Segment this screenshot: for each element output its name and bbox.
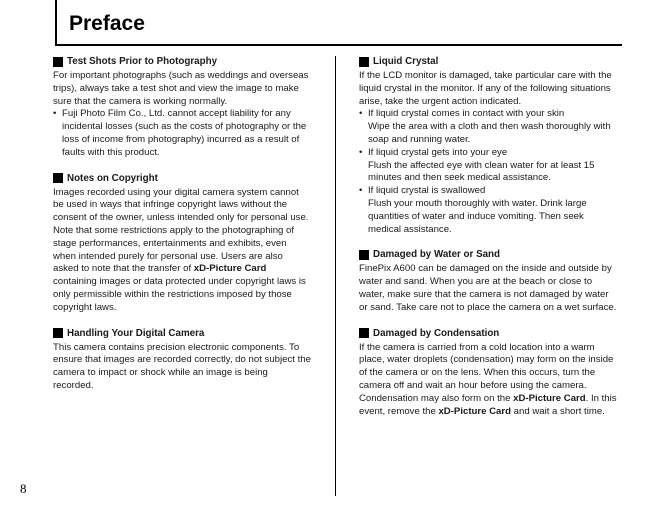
heading-text: Liquid Crystal (373, 56, 439, 67)
section-water-sand (359, 248, 617, 314)
body-text: and wait a short time. (510, 405, 605, 417)
bullet-item (359, 108, 617, 146)
section-handling (53, 327, 311, 393)
heading-text: Handling Your Digital Camera (67, 327, 205, 339)
section-liquid-crystal (359, 55, 617, 236)
bullet-list (53, 108, 311, 159)
square-bullet-icon (53, 57, 63, 67)
bullet-action: Flush the affected eye with clean water for at least 15 minutes and then seek medical assistance. (368, 159, 595, 184)
square-bullet-icon (359, 328, 369, 338)
bullet-action: Flush your mouth thoroughly with water. Drink large quantities of water and induce vomiting. Then seek medical assistance. (368, 197, 587, 235)
left-column (53, 55, 311, 405)
body-text: If the camera is carried from a cold location into a warm place, water droplets (condensation) may form on the inside of the camera or on the lens. When this occurs, turn the camera off and wait an hour before using the camera. Condensation may also form on the (359, 341, 614, 404)
bullet-condition: • If liquid crystal comes in contact with your skin (368, 108, 565, 120)
page-number: 8 (20, 481, 27, 496)
right-column (359, 55, 617, 430)
body-bold-term: xD-Picture Card (193, 263, 267, 275)
body-bold-term: xD-Picture Card (513, 392, 586, 404)
section-heading (53, 55, 311, 68)
bullet-action: Wipe the area with a cloth and then wash thoroughly with soap and running water. (368, 121, 611, 145)
heading-text: Test Shots Prior to Photography (67, 56, 218, 67)
body-bold-term: xD-Picture Card (438, 405, 511, 417)
column-divider (335, 56, 336, 496)
section-test-shots (53, 55, 311, 160)
section-body (53, 187, 311, 315)
page-title: Preface (69, 12, 145, 35)
heading-text: Damaged by Condensation (373, 327, 500, 339)
heading-text: Damaged by Water or Sand (373, 249, 501, 261)
section-body: FinePix A600 can be damaged on the inside and outside by water and sand. When you are at the beach or close to water, make sure that the camera is not damaged by water or sand. Take care not to place the camera on a wet surface. (359, 263, 617, 313)
bullet-condition: • If liquid crystal gets into your eye (368, 146, 508, 158)
square-bullet-icon (359, 250, 369, 260)
square-bullet-icon (53, 328, 63, 338)
square-bullet-icon (359, 57, 369, 67)
section-heading (359, 327, 617, 340)
body-text: Images recorded using your digital camera system cannot be used in ways that infringe copyright laws without the consent of the owner, unless intended only for personal use. Note that some restrictions apply to the photographing of stage performances, entertainments and exhibits, even when intended purely for personal use. Users are also asked to note that the transfer of (53, 186, 309, 275)
body-text: . In this event, remove the (359, 392, 617, 417)
bullet-item: • Fuji Photo Film Co., Ltd. cannot accept liability for any incidental losses (such as the costs of photography or the loss of income from photography) incurred as a result of faults with this product. (53, 108, 311, 159)
bullet-item (359, 185, 617, 236)
square-bullet-icon (53, 173, 63, 183)
section-copyright (53, 172, 311, 315)
body-text: containing images or data protected under copyright laws is only permissible within the restrictions imposed by those copyright laws. (53, 276, 306, 313)
title-bar (55, 0, 622, 46)
bullet-condition: • If liquid crystal is swallowed (368, 185, 486, 197)
bullet-list (359, 108, 617, 236)
section-heading (53, 327, 311, 340)
section-body (359, 342, 617, 419)
section-body: For important photographs (such as weddings and overseas trips), always take a test shot and view the image to make sure that the camera is working normally. (53, 70, 309, 107)
section-heading (359, 248, 617, 261)
section-body: This camera contains precision electronic components. To ensure that images are recorded correctly, do not subject the camera to impact or shock while an image is being recorded. (53, 341, 311, 391)
section-condensation (359, 327, 617, 419)
section-heading (53, 172, 311, 185)
section-heading (359, 55, 617, 68)
heading-text: Notes on Copyright (67, 172, 158, 184)
bullet-item (359, 147, 617, 185)
section-body: If the LCD monitor is damaged, take particular care with the liquid crystal in the monitor. If any of the following situations arise, take the urgent action indicated. (359, 70, 612, 107)
